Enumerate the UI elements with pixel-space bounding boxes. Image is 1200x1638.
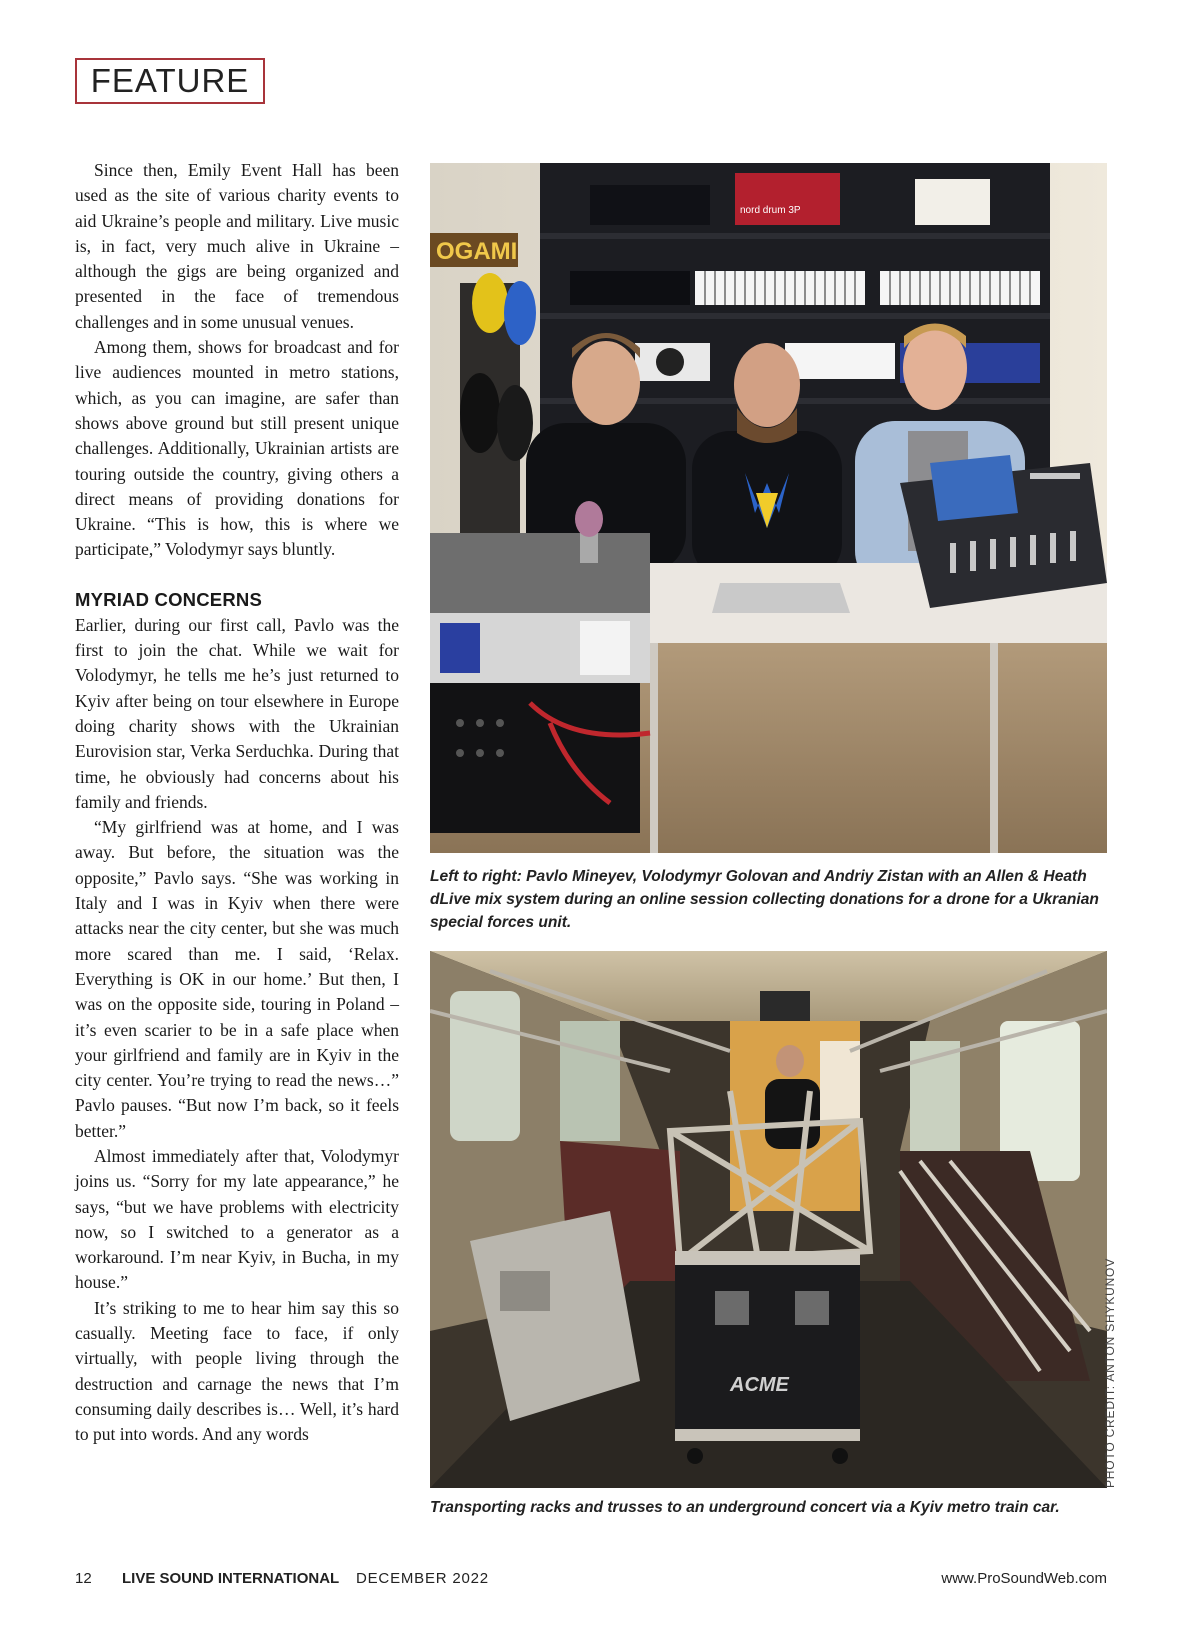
- article-paragraph: Since then, Emily Event Hall has been used as the site of various charity events to aid Ukraine’s people and military. Live music is, in fact, very much alive in Ukraine – although the gigs are being organized and presented in the face of tremendous challenges and in some unusual venues.: [75, 160, 399, 332]
- photo-caption-bottom: Transporting racks and trusses to an underground concert via a Kyiv metro train car.: [430, 1499, 1060, 1516]
- photo-caption-top: Left to right: Pavlo Mineyev, Volodymyr Golovan and Andriy Zistan with an Allen & Heath dLive mix system during an online session collecting donations for a drone for a Ukranian special forces unit.: [430, 868, 1099, 931]
- wall-sign-text: OGAMI: [436, 238, 518, 265]
- article-paragraph: It’s striking to me to hear him say this so casually. Meeting face to face, if only virtually, with people living through the destruction and carnage the news that I’m consuming daily describes is… Well, it’s hard to put into words. And any words: [75, 1297, 399, 1445]
- article-body: [75, 158, 399, 1448]
- page-footer: [75, 1570, 1107, 1590]
- studio-photo: [430, 163, 1107, 853]
- road-case-label: ACME: [730, 1374, 789, 1396]
- photo-credit: PHOTO CREDIT: ANTON SHYKUNOV: [1103, 1258, 1117, 1488]
- article-paragraph: “My girlfriend was at home, and I was away. But before, the situation was the opposite,” Pavlo says. “She was working in Italy and I was in Kyiv when there were attacks near the city center, but she was much more scared than me. I said, ‘Relax. Everything is OK in our home.’ But then, I was on the opposite side, touring in Poland – it’s even scarier to be in a safe place when your girlfriend and family are in Kyiv in the city center. You’re trying to read the news…” Pavlo pauses. “But now I’m back, so it feels better.”: [75, 817, 399, 1141]
- article-paragraph: Almost immediately after that, Volodymyr joins us. “Sorry for my late appearance,” he says, “but we have problems with electricity now, so I switched to a generator as a workaround. I’m near Kyiv, in Bucha, in my house.”: [75, 1145, 399, 1293]
- section-label: FEATURE: [75, 58, 265, 104]
- article-paragraph: Among them, shows for broadcast and for live audiences mounted in metro stations, which, as you can imagine, are safer than shows above ground but still present unique challenges. Additionally, Ukrainian artists are touring outside the country, giving others a direct means of providing donations for Ukraine. “This is how, this is where we participate,” Volodymyr says bluntly.: [75, 337, 399, 560]
- metro-photo: [430, 951, 1107, 1488]
- product-box-label: nord drum 3P: [740, 205, 801, 216]
- issue-date: DECEMBER 2022: [356, 1570, 489, 1587]
- magazine-title: LIVE SOUND INTERNATIONAL: [122, 1570, 340, 1587]
- article-paragraph: Earlier, during our first call, Pavlo was the first to join the chat. While we wait for Volodymyr, he tells me he’s just returned to Kyiv after being on tour elsewhere in Europe doing charity shows with the Ukrainian Eurovision star, Verka Serduchka. During that time, he obviously had concerns about his family and friends.: [75, 614, 399, 812]
- website-link[interactable]: www.ProSoundWeb.com: [941, 1570, 1107, 1587]
- page-number: 12: [75, 1570, 92, 1587]
- section-heading: MYRIAD CONCERNS: [75, 588, 262, 610]
